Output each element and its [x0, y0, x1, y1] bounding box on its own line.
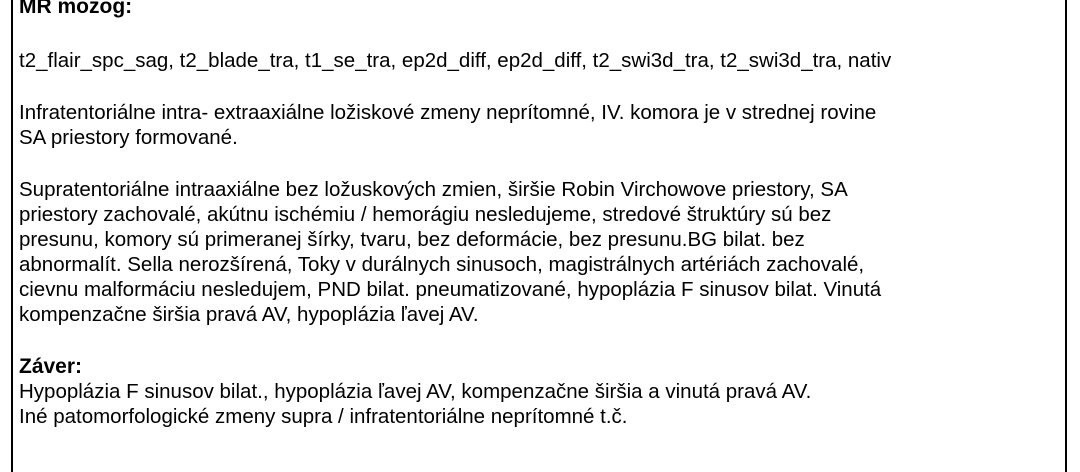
infratentorial-line: Infratentoriálne intra- extraaxiálne ložiskové zmeny neprítomné, IV. komora je v strednej rovine [19, 101, 877, 124]
infratentorial-findings [19, 100, 1059, 150]
supratentorial-line: presunu, komory sú primeranej šírky, tvaru, bez deformácie, bez presunu.BG bilat. bez [19, 228, 805, 251]
conclusion-line: Iné patomorfologické zmeny supra / infratentoriálne neprítomné t.č. [19, 405, 628, 428]
report-content [19, 0, 1059, 429]
supratentorial-line: priestory zachovalé, akútnu ischémiu / hemorágiu nesledujeme, stredové štruktúry sú bez [19, 203, 832, 226]
supratentorial-line: kompenzačne širšia pravá AV, hypoplázia ľavej AV. [19, 303, 479, 326]
supratentorial-line: Supratentoriálne intraaxiálne bez ložuskových zmien, širšie Robin Virchowove priestory, SA [19, 178, 848, 201]
right-border-line [1065, 0, 1067, 472]
left-border-line [11, 0, 13, 472]
supratentorial-line: abnormalít. Sella nerozšírená, Toky v durálnych sinusoch, magistrálnych artériách zachovalé, [19, 253, 865, 276]
conclusion-text [19, 379, 1059, 429]
supratentorial-line: cievnu malformáciu nesledujem, PND bilat. pneumatizované, hypoplázia F sinusov bilat. Vinutá [19, 278, 882, 301]
conclusion-line: Hypoplázia F sinusov bilat., hypoplázia ľavej AV, kompenzačne širšia a vinutá pravá AV. [19, 380, 812, 403]
sequences-list: t2_flair_spc_sag, t2_blade_tra, t1_se_tra, ep2d_diff, ep2d_diff, t2_swi3d_tra, t2_swi3d_tra, nativ [19, 49, 892, 72]
conclusion-title: Záver: [19, 355, 83, 378]
infratentorial-line: SA priestory formované. [19, 126, 238, 149]
exam-title: MR mozog: [19, 0, 133, 18]
supratentorial-findings [19, 177, 1059, 327]
